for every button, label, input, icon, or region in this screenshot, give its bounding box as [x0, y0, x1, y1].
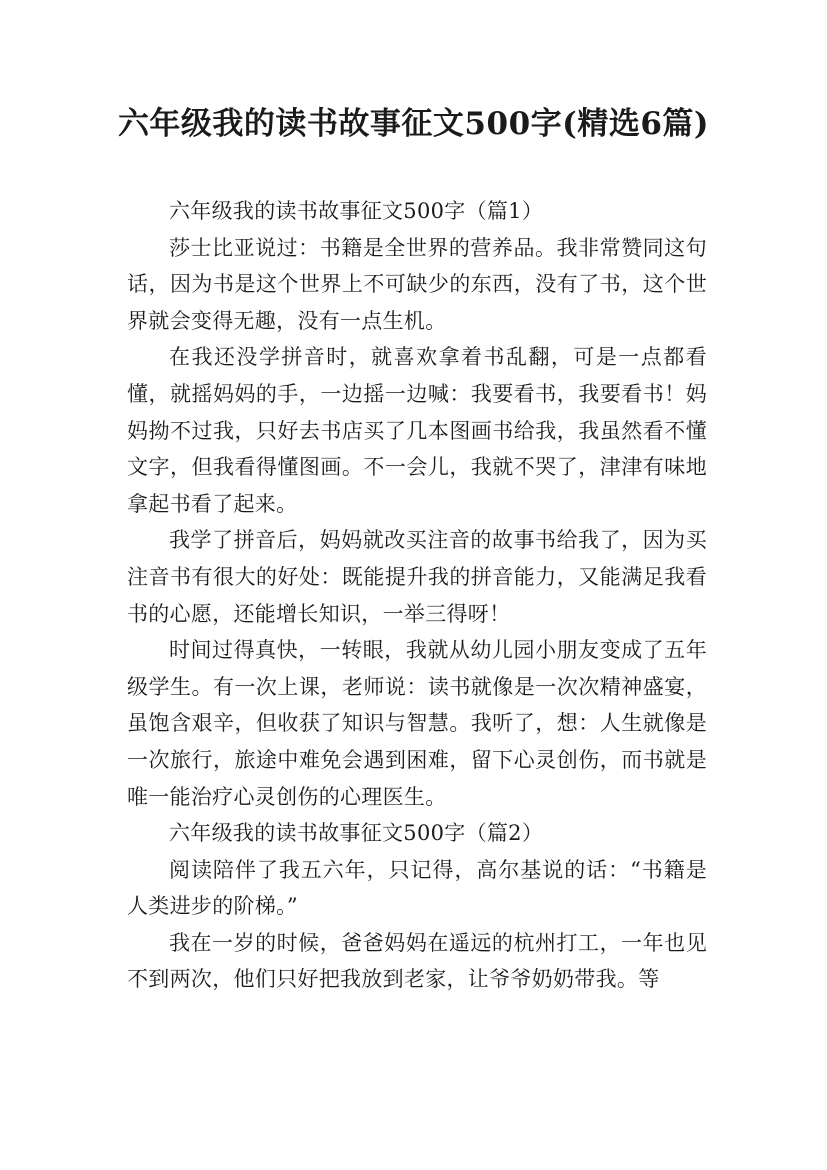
- paragraph: 我在一岁的时候，爸爸妈妈在遥远的杭州打工，一年也见不到两次，他们只好把我放到老家，让爷爷奶奶带我。等: [127, 930, 707, 992]
- paragraph: 阅读陪伴了我五六年，只记得，高尔基说的话：“书籍是人类进步的阶梯。”: [127, 857, 707, 919]
- paragraph: 时间过得真快，一转眼，我就从幼儿园小朋友变成了五年级学生。有一次上课，老师说：读书就像是一次次精神盛宴，虽饱含艰辛，但收获了知识与智慧。我听了，想：人生就像是一次旅行，旅途中难免会遇到困难，留下心灵创伤，而书就是唯一能治疗心灵创伤的心理医生。: [127, 638, 707, 809]
- paragraph: 在我还没学拼音时，就喜欢拿着书乱翻，可是一点都看懂，就摇妈妈的手，一边摇一边喊：我要看书，我要看书！妈妈拗不过我，只好去书店买了几本图画书给我，我虽然看不懂文字，但我看得懂图画。不一会儿，我就不哭了，津津有味地拿起书看了起来。: [127, 345, 707, 516]
- document-title: 六年级我的读书故事征文500字(精选6篇): [117, 106, 710, 142]
- section-heading: 六年级我的读书故事征文500字（篇2）: [169, 821, 544, 846]
- paragraph: 莎士比亚说过：书籍是全世界的营养品。我非常赞同这句话，因为书是这个世界上不可缺少的东西，没有了书，这个世界就会变得无趣，没有一点生机。: [127, 235, 707, 333]
- section-heading: 六年级我的读书故事征文500字（篇1）: [169, 199, 544, 223]
- paragraph: 我学了拼音后，妈妈就改买注音的故事书给我了，因为买注音书有很大的好处：既能提升我的拼音能力，又能满足我看书的心愿，还能增长知识，一举三得呀！: [127, 528, 707, 626]
- document-body: [127, 193, 707, 998]
